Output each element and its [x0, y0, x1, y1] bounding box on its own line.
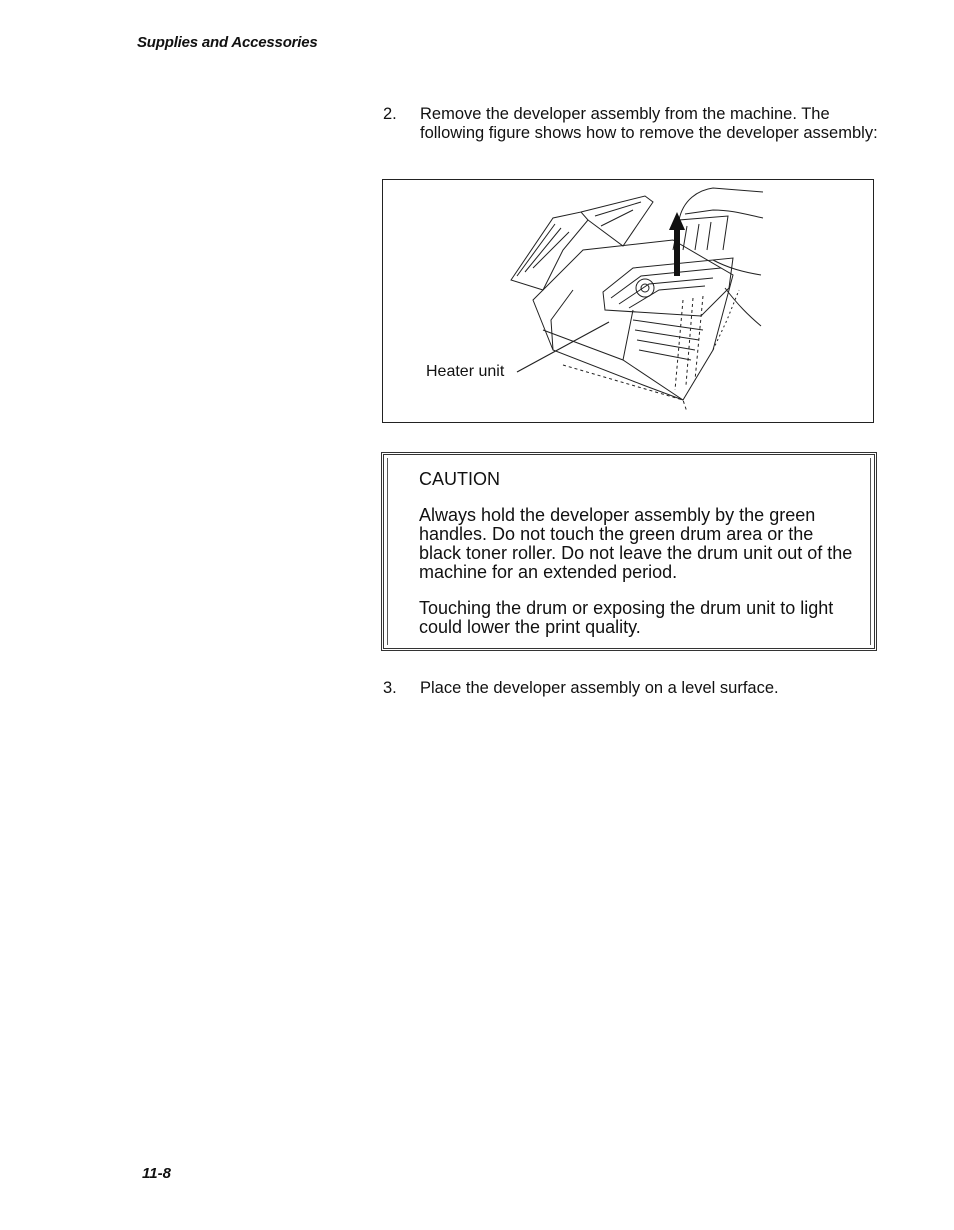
step-number: 3.	[383, 679, 397, 697]
caution-paragraph: Touching the drum or exposing the drum unit to light could lower the print quality.	[419, 598, 834, 637]
caution-title: CAUTION	[419, 469, 500, 489]
caution-box	[381, 452, 877, 651]
caution-paragraph: Always hold the developer assembly by the green handles. Do not touch the green drum area or the black toner roller. Do not leave the drum unit out of the machine for an extended period.	[419, 505, 853, 582]
printer-illustration	[383, 180, 875, 424]
step-text: Place the developer assembly on a level surface.	[420, 679, 779, 697]
step-number: 2.	[383, 105, 397, 123]
figure-label-heater-unit: Heater unit	[426, 363, 505, 380]
running-head: Supplies and Accessories	[137, 34, 318, 51]
page-number: 11-8	[142, 1165, 171, 1182]
step-text: Remove the developer assembly from the machine. The following figure shows how to remove the developer assembly:	[420, 105, 878, 142]
developer-removal-figure	[382, 179, 874, 423]
